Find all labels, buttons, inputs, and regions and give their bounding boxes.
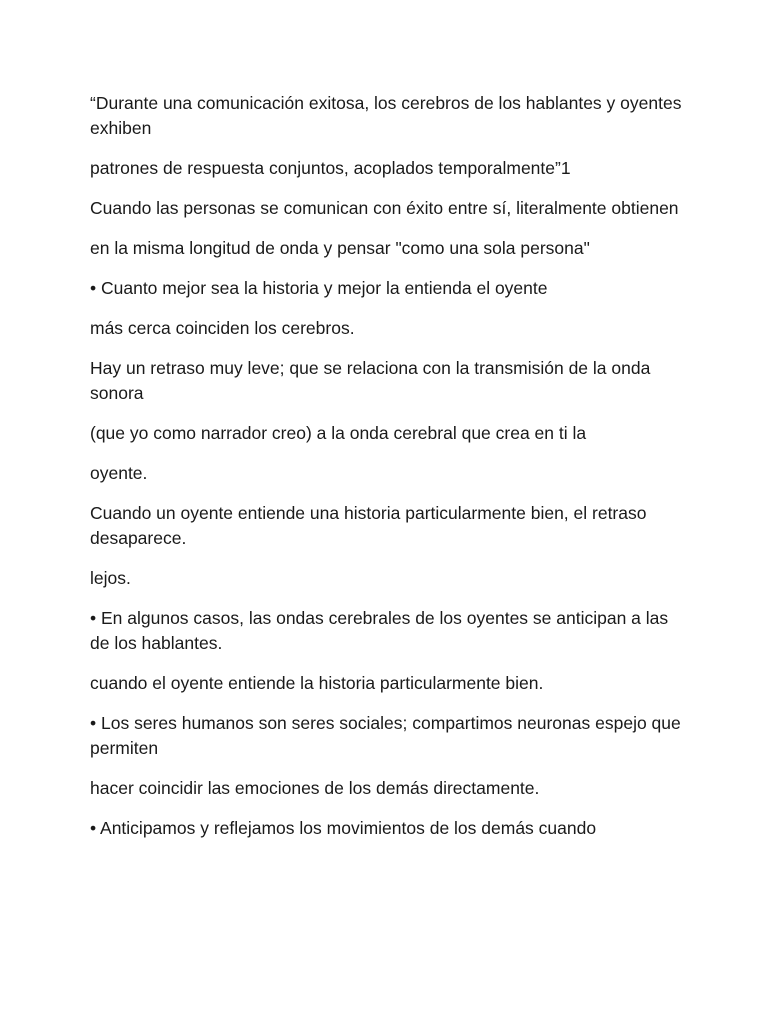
paragraph: en la misma longitud de onda y pensar "como una sola persona" xyxy=(90,238,590,258)
paragraph: Hay un retraso muy leve; que se relaciona con la transmisión de la onda sonora xyxy=(90,358,651,403)
paragraph: (que yo como narrador creo) a la onda cerebral que crea en ti la xyxy=(90,423,587,443)
paragraph: Cuando un oyente entiende una historia particularmente bien, el retraso desaparece. xyxy=(90,503,647,548)
paragraph: “Durante una comunicación exitosa, los cerebros de los hablantes y oyentes exhiben xyxy=(90,93,682,138)
paragraph: hacer coincidir las emociones de los demás directamente. xyxy=(90,778,540,798)
paragraph: patrones de respuesta conjuntos, acoplados temporalmente”1 xyxy=(90,158,571,178)
paragraph: más cerca coinciden los cerebros. xyxy=(90,318,355,338)
paragraph: lejos. xyxy=(90,568,131,588)
paragraph: oyente. xyxy=(90,463,148,483)
paragraph: cuando el oyente entiende la historia particularmente bien. xyxy=(90,673,544,693)
document-body xyxy=(90,91,690,856)
paragraph: • Cuanto mejor sea la historia y mejor la entienda el oyente xyxy=(90,278,548,298)
paragraph: • Los seres humanos son seres sociales; compartimos neuronas espejo que permiten xyxy=(90,713,681,758)
paragraph: • Anticipamos y reflejamos los movimientos de los demás cuando xyxy=(90,818,597,838)
paragraph: Cuando las personas se comunican con éxito entre sí, literalmente obtienen xyxy=(90,198,679,218)
paragraph: • En algunos casos, las ondas cerebrales de los oyentes se anticipan a las de los hablantes. xyxy=(90,608,669,653)
